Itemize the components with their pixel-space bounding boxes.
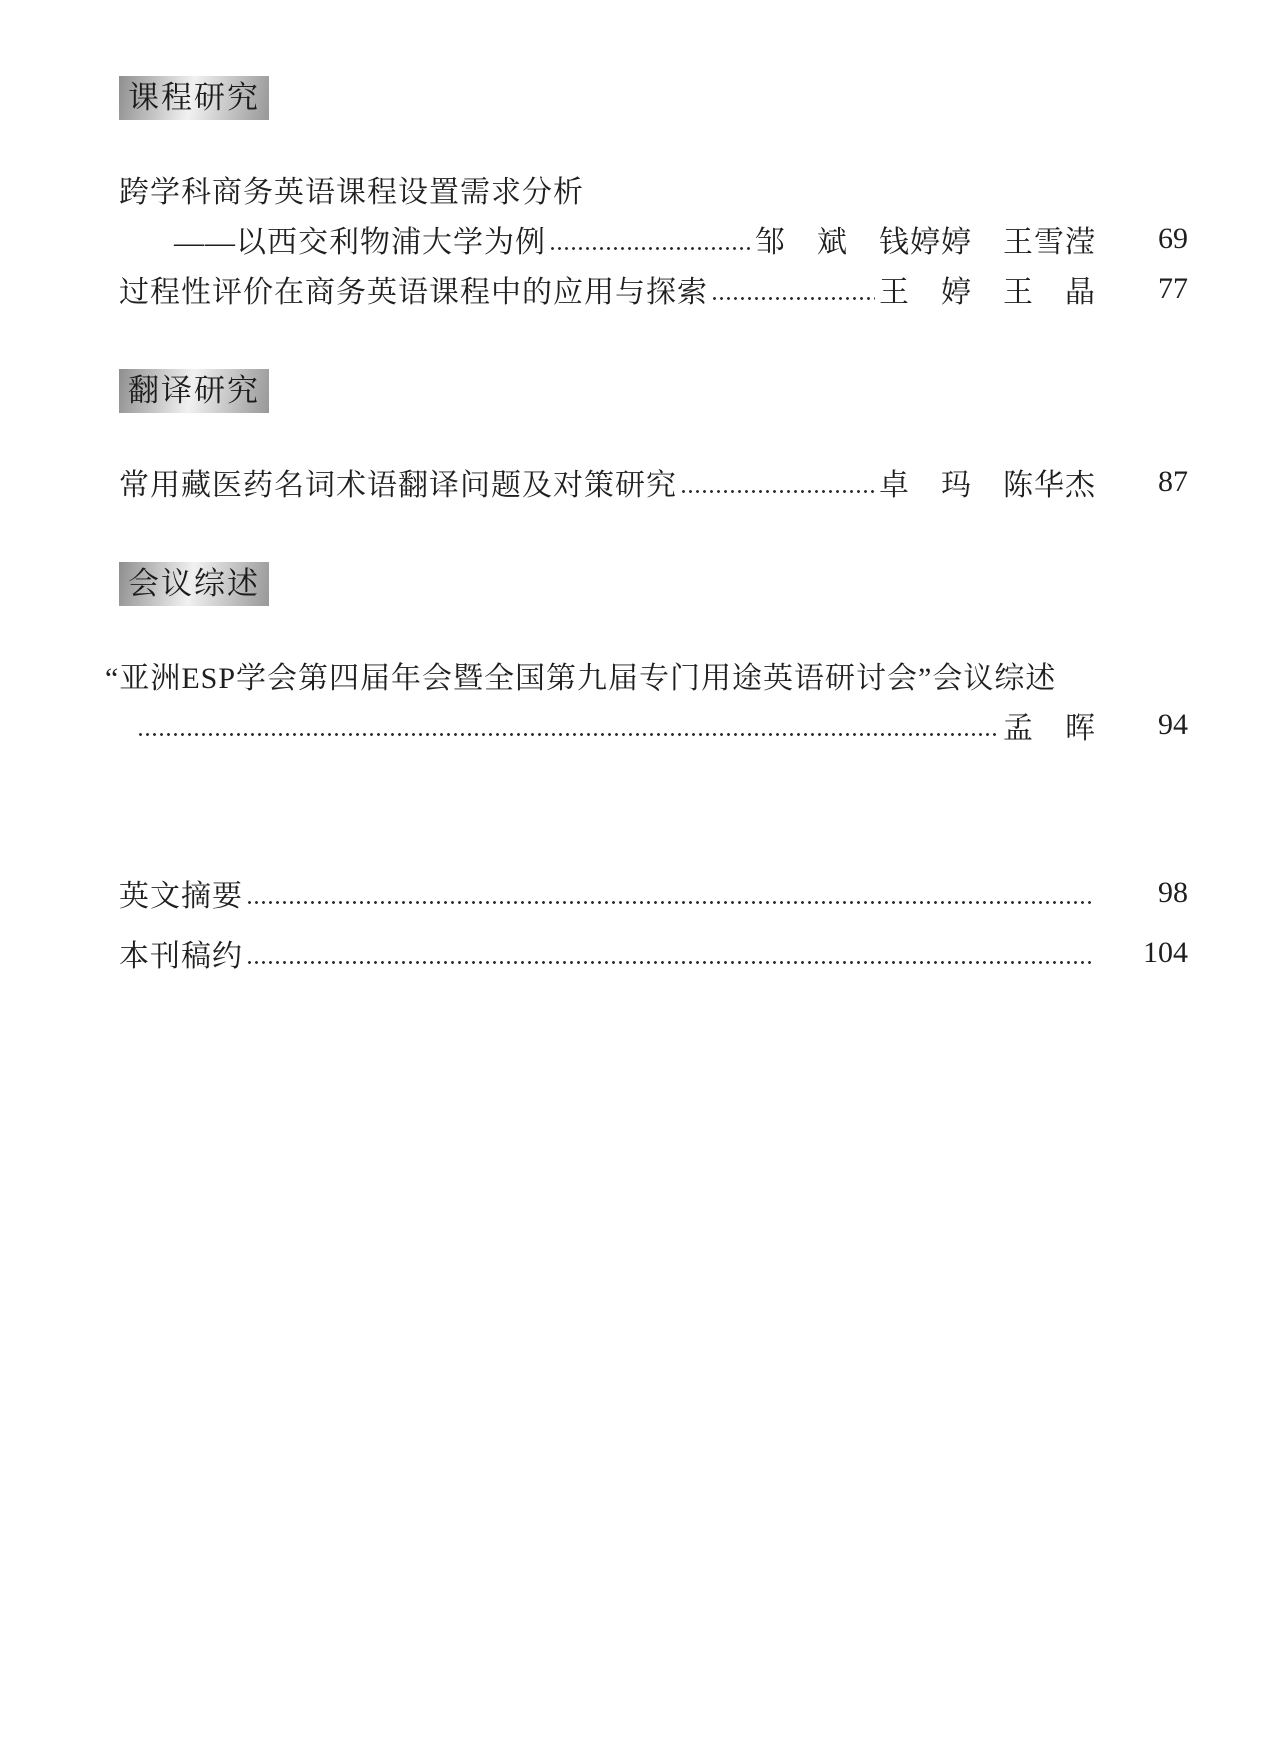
entry-title: 常用藏医药名词术语翻译问题及对策研究 — [119, 469, 677, 502]
entry-page-number: 87 — [1158, 465, 1188, 498]
entry-page-number: 69 — [1158, 222, 1188, 255]
entry-page-number: 77 — [1158, 272, 1188, 305]
section-header-curriculum-research: 课程研究 — [119, 76, 269, 120]
entry-title: 跨学科商务英语课程设置需求分析 — [119, 176, 584, 209]
toc-entry-row — [119, 928, 1188, 978]
entry-authors: 王 婷 王 晶 — [879, 276, 1096, 309]
toc-content — [105, 0, 1188, 978]
entry-page-number: 98 — [1158, 876, 1188, 909]
dot-leader — [246, 928, 1092, 978]
dot-leader — [680, 457, 875, 507]
section-header-translation-research: 翻译研究 — [119, 369, 269, 413]
entry-authors: 邹 斌 钱婷婷 王雪滢 — [755, 226, 1096, 259]
toc-entry-row — [119, 700, 1188, 750]
entry-title: “亚洲ESP学会第四届年会暨全国第九届专门用途英语研讨会”会议综述 — [105, 662, 1057, 695]
toc-entry-row — [119, 214, 1188, 264]
toc-entry-title-row — [105, 650, 1188, 700]
entry-authors: 孟 晖 — [1003, 712, 1096, 745]
toc-entry-row — [119, 264, 1188, 314]
dot-leader — [549, 214, 751, 264]
dot-leader — [246, 868, 1092, 918]
entry-title: 英文摘要 — [119, 880, 243, 913]
section-header-conference-review: 会议综述 — [119, 562, 269, 606]
entry-title: 本刊稿约 — [119, 940, 243, 973]
dot-leader — [711, 264, 875, 314]
entry-title: 过程性评价在商务英语课程中的应用与探索 — [119, 276, 708, 309]
entry-subtitle: ——以西交利物浦大学为例 — [174, 226, 546, 259]
dot-leader — [137, 700, 999, 750]
entry-page-number: 104 — [1143, 936, 1188, 969]
entry-authors: 卓 玛 陈华杰 — [879, 469, 1096, 502]
toc-entry-row — [119, 457, 1188, 507]
entry-page-number: 94 — [1158, 708, 1188, 741]
toc-entry-row — [119, 868, 1188, 918]
toc-entry-title-row — [119, 164, 1188, 214]
